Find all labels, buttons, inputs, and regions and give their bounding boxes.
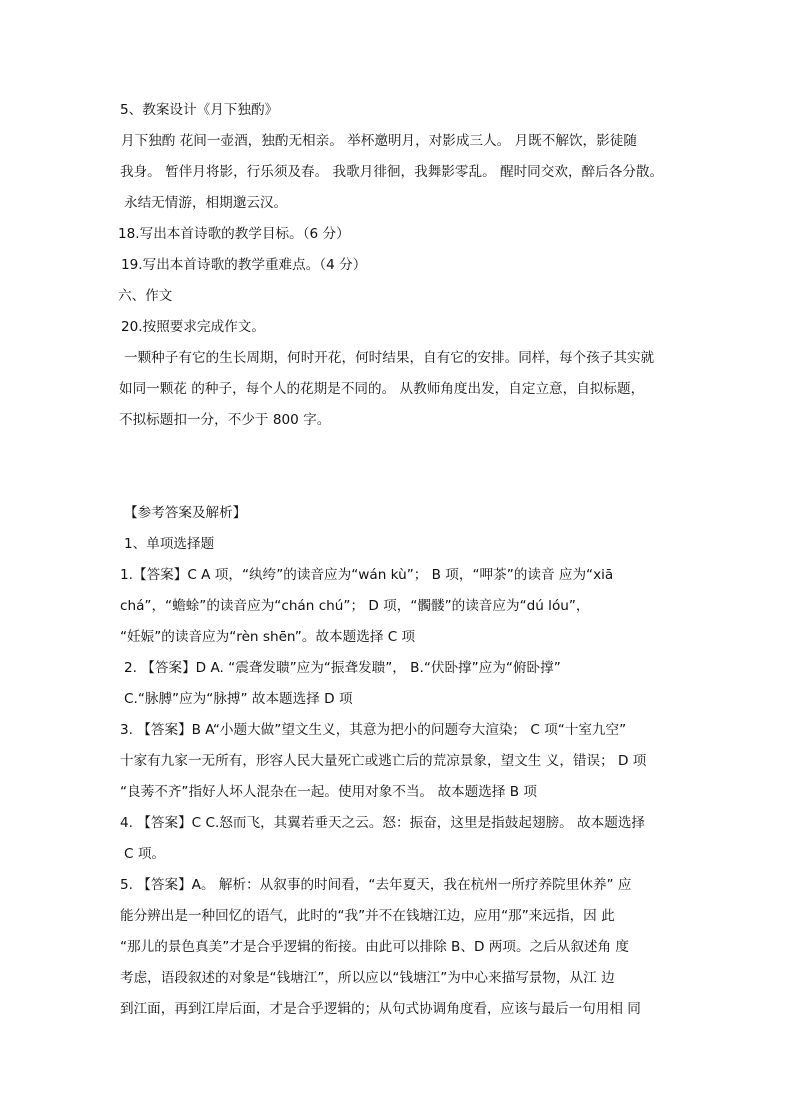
answer-line: C 项。 [124, 846, 166, 862]
poem-line: 永结无情游，相期邈云汉。 [124, 195, 288, 211]
essay-prompt-line: 一颗种子有它的生长周期，何时开花，何时结果，自有它的安排。同样，每个孩子其实就 [124, 350, 655, 366]
answers-heading: 【参考答案及解析】 [124, 505, 247, 521]
section-heading: 5、教案设计《月下独酌》 [120, 102, 279, 118]
section-heading: 六、作文 [118, 288, 173, 304]
answers-subheading: 1、单项选择题 [124, 536, 215, 552]
question-18: 18.写出本首诗歌的教学目标。（6 分） [118, 226, 350, 242]
answer-line: 2. 【答案】D A. “震聋发聩”应为“振聋发聩”， B.“伏卧撑”应为“俯卧撑” [124, 660, 561, 676]
question-19: 19.写出本首诗歌的教学重难点。（4 分） [121, 257, 367, 273]
question-20: 20.按照要求完成作文。 [121, 319, 265, 335]
answer-line: “良莠不齐”指好人坏人混杂在一起。使用对象不当。 故本题选择 B 项 [120, 784, 537, 800]
answer-line: “妊娠”的读音应为“rèn shēn”。故本题选择 C 项 [120, 629, 416, 645]
poem-line: 月下独酌 花间一壶酒，独酌无相亲。 举杯邀明月，对影成三人。 月既不解饮，影徒随 [121, 133, 637, 149]
answer-line: 4. 【答案】C C.怒而飞，其翼若垂天之云。怒：振奋，这里是指鼓起翅膀。 故本题选择 [120, 815, 646, 831]
answer-line: chá”，“蟾蜍”的读音应为“chán chú”； D 项，“髑髅”的读音应为“dú lóu”， [120, 598, 590, 614]
answer-line: 十家有九家一无所有，形容人民大量死亡或逃亡后的荒凉景象，望文生 义，错误； D 项 [120, 753, 647, 769]
answer-line: C.“脉膊”应为“脉搏” 故本题选择 D 项 [124, 691, 353, 707]
answer-line: 3. 【答案】B A“小题大做”望文生义，其意为把小的问题夸大渲染； C 项“十室九空” [120, 722, 627, 738]
answer-line: 能分辨出是一种回忆的语气，此时的“我”并不在钱塘江边，应用“那”来远指，因 此 [120, 908, 615, 924]
answer-line: 5. 【答案】A。 解析：从叙事的时间看，“去年夏天，我在杭州一所疗养院里休养” 应 [120, 877, 632, 893]
answer-line: 考虑，语段叙述的对象是“钱塘江”，所以应以“钱塘江”为中心来描写景物，从江 边 [120, 970, 615, 986]
poem-line: 我身。 暂伴月将影，行乐须及春。 我歌月徘徊，我舞影零乱。 醒时同交欢，醉后各分散。 [120, 164, 664, 180]
essay-prompt-line: 不拟标题扣一分，不少于 800 字。 [119, 412, 331, 428]
essay-prompt-line: 如同一颗花 的种子，每个人的花期是不同的。 从教师角度出发，自定立意，自拟标题， [119, 381, 645, 397]
answer-line: “那儿的景色真美”才是合乎逻辑的衔接。由此可以排除 B、D 两项。之后从叙述角 度 [120, 939, 630, 955]
answer-line: 1.【答案】C A 项，“纨绔”的读音应为“wán kù”； B 项，“呷茶”的读音 应为“xiā [120, 567, 614, 583]
answer-line: 到江面，再到江岸后面，才是合乎逻辑的；从句式协调角度看，应该与最后一句用相 同 [120, 1001, 641, 1017]
